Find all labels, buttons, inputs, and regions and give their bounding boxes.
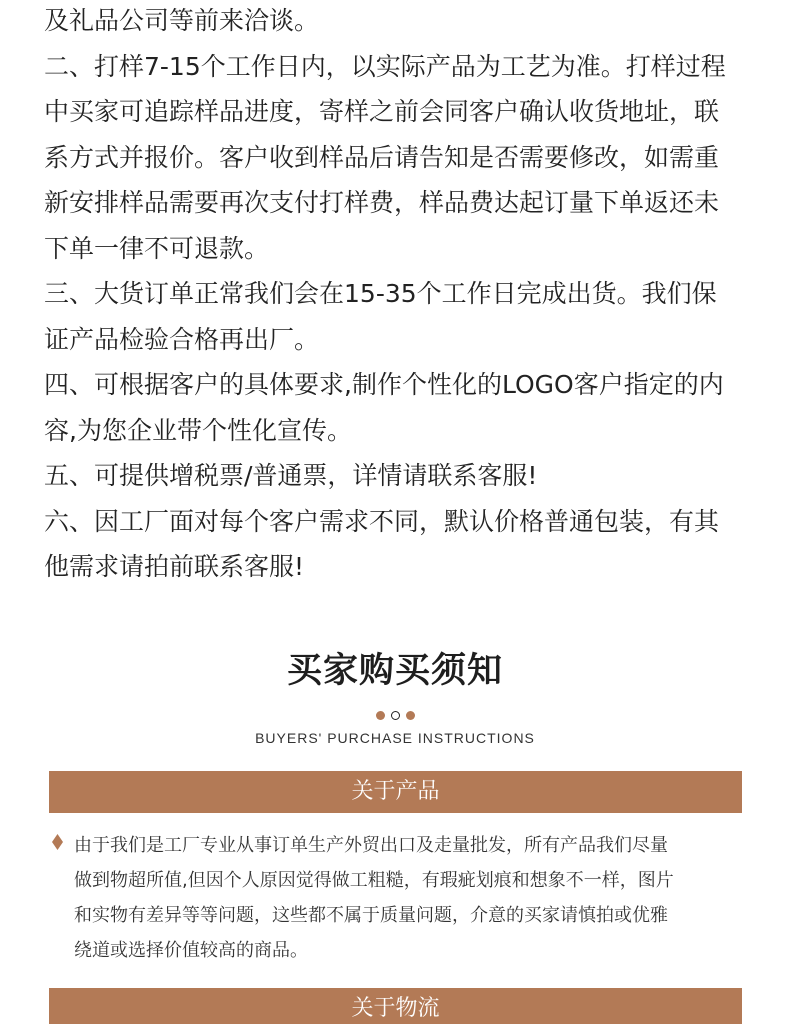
terms-line: 下单一律不可退款。 bbox=[44, 234, 270, 263]
about-product-heading: 关于产品 bbox=[49, 771, 742, 813]
terms-line: 三、大货订单正常我们会在15-35个工作日完成出货。我们保 bbox=[44, 279, 717, 308]
terms-line: 证产品检验合格再出厂。 bbox=[44, 325, 320, 354]
terms-line: 四、可根据客户的具体要求,制作个性化的LOGO客户指定的内 bbox=[44, 370, 724, 399]
terms-line: 新安排样品需要再次支付打样费，样品费达起订量下单返还未 bbox=[44, 188, 720, 217]
product-text-line: 和实物有差异等等问题，这些都不属于质量问题，介意的买家请慎拍或优雅 bbox=[74, 905, 668, 926]
dot-icon bbox=[406, 711, 415, 720]
product-text-line: 由于我们是工厂专业从事订单生产外贸出口及走量批发，所有产品我们尽量 bbox=[74, 835, 668, 856]
terms-line: 五、可提供增税票/普通票，详情请联系客服! bbox=[44, 461, 538, 490]
diamond-bullet-icon bbox=[52, 834, 63, 850]
terms-line: 及礼品公司等前来洽谈。 bbox=[44, 6, 320, 35]
product-text-line: 做到物超所值,但因个人原因觉得做工粗糙，有瑕疵划痕和想象不一样，图片 bbox=[74, 870, 674, 891]
dot-icon bbox=[391, 711, 400, 720]
terms-line: 容,为您企业带个性化宣传。 bbox=[44, 416, 352, 445]
terms-line: 二、打样7-15个工作日内，以实际产品为工艺为准。打样过程 bbox=[44, 52, 726, 81]
terms-line: 系方式并报价。客户收到样品后请告知是否需要修改，如需重 bbox=[44, 143, 720, 172]
section-title: 买家购买须知 bbox=[286, 651, 503, 691]
about-logistics-heading: 关于物流 bbox=[49, 988, 742, 1024]
terms-line: 中买家可追踪样品进度，寄样之前会同客户确认收货地址，联 bbox=[44, 97, 720, 126]
terms-line: 他需求请拍前联系客服! bbox=[44, 552, 305, 581]
section-subtitle: BUYERS' PURCHASE INSTRUCTIONS bbox=[255, 730, 535, 746]
dot-icon bbox=[376, 711, 385, 720]
decorative-dots bbox=[0, 709, 790, 721]
terms-line: 六、因工厂面对每个客户需求不同，默认价格普通包装，有其 bbox=[44, 507, 720, 536]
product-text-line: 绕道或选择价值较高的商品。 bbox=[74, 940, 308, 961]
